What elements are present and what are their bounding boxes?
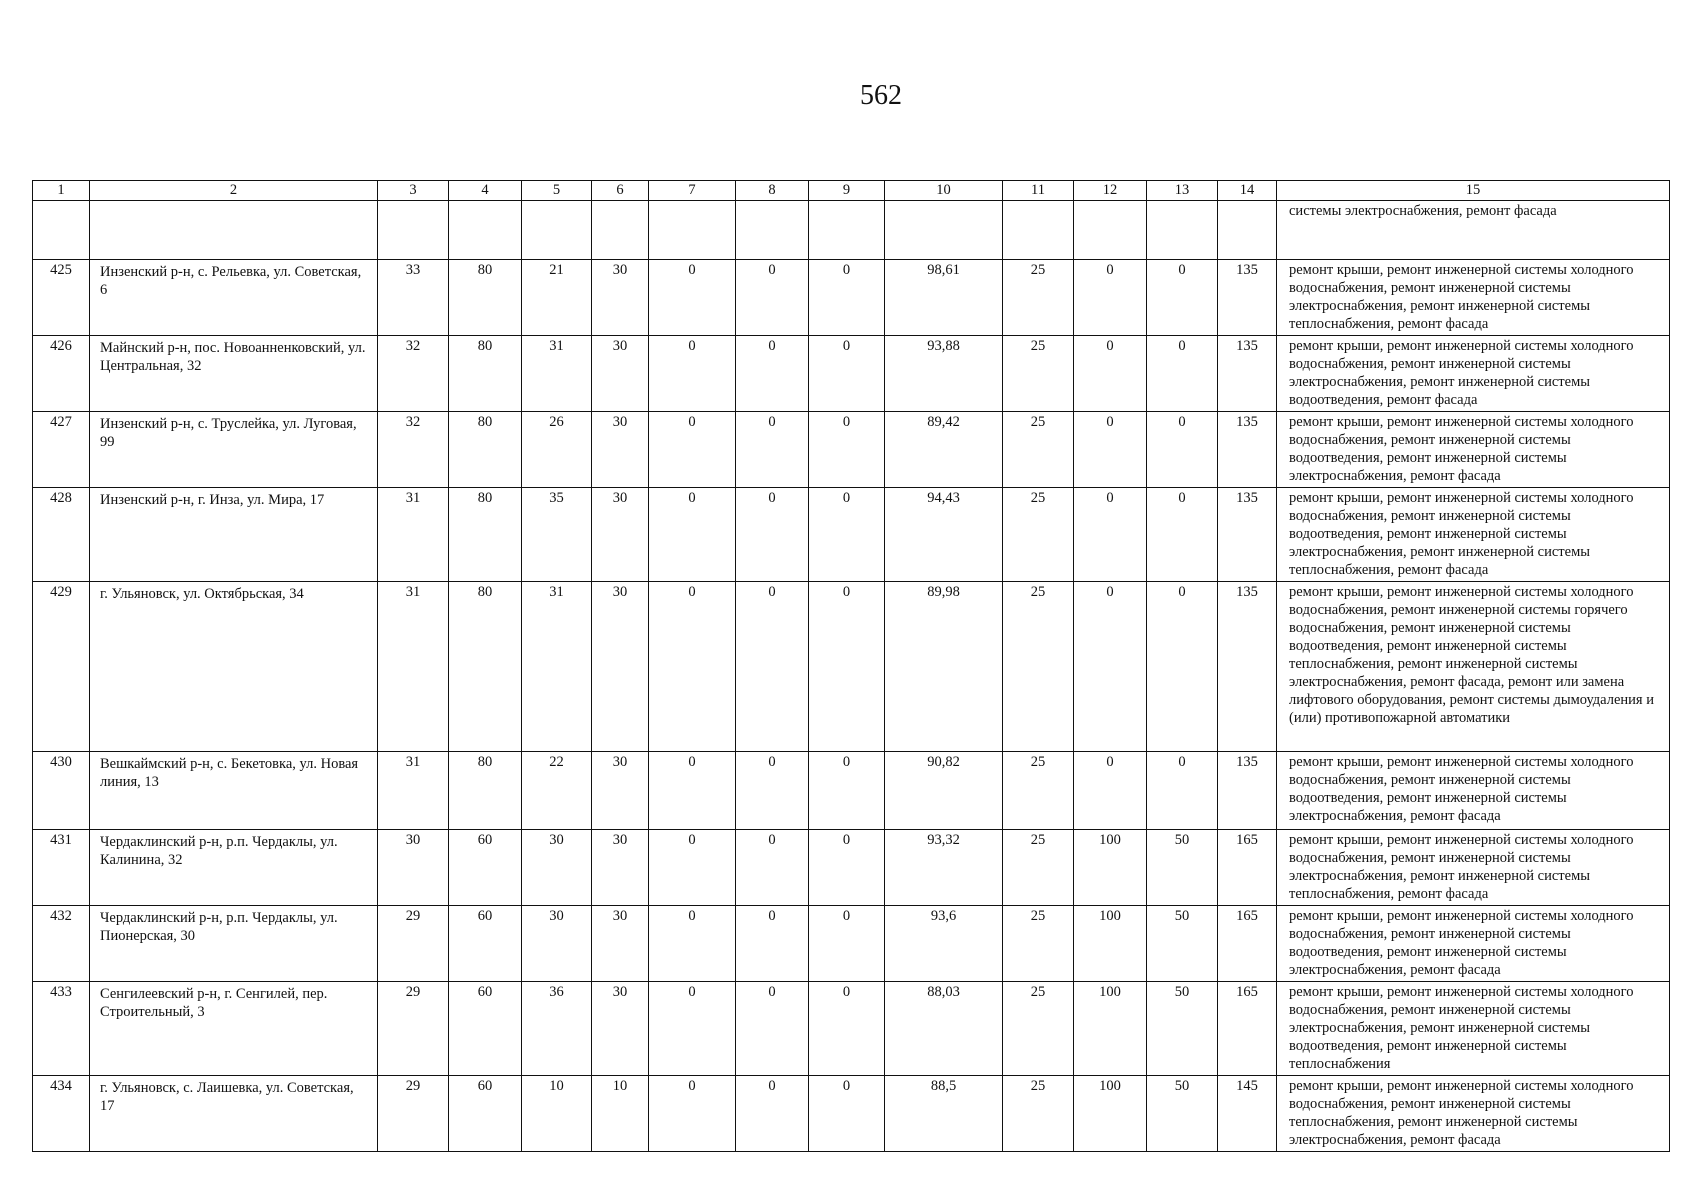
address-cell: Вешкаймский р-н, с. Бекетовка, ул. Новая линия, 13: [90, 752, 378, 830]
value-cell: 0: [649, 412, 736, 488]
value-cell: 30: [378, 830, 449, 906]
column-number-header: 11: [1003, 181, 1074, 201]
address-cell: Сенгилеевский р-н, г. Сенгилей, пер. Строительный, 3: [90, 982, 378, 1076]
value-cell: 93,32: [885, 830, 1003, 906]
value-cell: 30: [592, 488, 649, 582]
value-cell: 98,61: [885, 260, 1003, 336]
value-cell: 88,5: [885, 1076, 1003, 1152]
work-types-cell: ремонт крыши, ремонт инженерной системы холодного водоснабжения, ремонт инженерной системы водоотведения, ремонт инженерной системы электроснабжения, ремонт фасада: [1277, 412, 1670, 488]
value-cell: 0: [736, 1076, 809, 1152]
value-cell: 25: [1003, 830, 1074, 906]
value-cell: 10: [592, 1076, 649, 1152]
table-cell: [1003, 201, 1074, 260]
value-cell: 0: [649, 830, 736, 906]
value-cell: 165: [1218, 906, 1277, 982]
table-cell: [449, 201, 522, 260]
table-cell: [378, 201, 449, 260]
continued-row: [33, 201, 1670, 260]
repair-table: [32, 180, 1670, 1152]
value-cell: 30: [592, 752, 649, 830]
address-cell: Инзенский р-н, с. Рельевка, ул. Советская, 6: [90, 260, 378, 336]
value-cell: 10: [522, 1076, 592, 1152]
value-cell: 90,82: [885, 752, 1003, 830]
table-row: [33, 488, 1670, 582]
value-cell: 0: [1147, 336, 1218, 412]
value-cell: 60: [449, 1076, 522, 1152]
value-cell: 35: [522, 488, 592, 582]
value-cell: 25: [1003, 906, 1074, 982]
column-number-header: 15: [1277, 181, 1670, 201]
value-cell: 165: [1218, 830, 1277, 906]
address-cell: Чердаклинский р-н, р.п. Чердаклы, ул. Пионерская, 30: [90, 906, 378, 982]
value-cell: 88,03: [885, 982, 1003, 1076]
value-cell: 135: [1218, 488, 1277, 582]
table-cell: [90, 201, 378, 260]
value-cell: 89,98: [885, 582, 1003, 752]
column-number-header: 8: [736, 181, 809, 201]
table-cell: [736, 201, 809, 260]
table-row: [33, 582, 1670, 752]
table-cell: [522, 201, 592, 260]
row-number-cell: 428: [33, 488, 90, 582]
column-number-header: 9: [809, 181, 885, 201]
row-number-cell: 431: [33, 830, 90, 906]
value-cell: 33: [378, 260, 449, 336]
value-cell: 0: [809, 336, 885, 412]
value-cell: 0: [1147, 412, 1218, 488]
value-cell: 93,88: [885, 336, 1003, 412]
value-cell: 0: [649, 260, 736, 336]
value-cell: 0: [736, 982, 809, 1076]
address-cell: Инзенский р-н, с. Труслейка, ул. Луговая, 99: [90, 412, 378, 488]
value-cell: 80: [449, 752, 522, 830]
column-number-header: 13: [1147, 181, 1218, 201]
value-cell: 31: [378, 582, 449, 752]
value-cell: 135: [1218, 260, 1277, 336]
row-number-cell: 433: [33, 982, 90, 1076]
address-cell: Майнский р-н, пос. Новоанненковский, ул. Центральная, 32: [90, 336, 378, 412]
value-cell: 30: [592, 906, 649, 982]
value-cell: 0: [736, 830, 809, 906]
value-cell: 0: [649, 752, 736, 830]
work-types-cell: ремонт крыши, ремонт инженерной системы холодного водоснабжения, ремонт инженерной системы водоотведения, ремонт инженерной системы электроснабжения, ремонт инженерной системы теплоснабжения, ремонт фасада: [1277, 488, 1670, 582]
value-cell: 60: [449, 982, 522, 1076]
value-cell: 31: [522, 336, 592, 412]
value-cell: 135: [1218, 336, 1277, 412]
value-cell: 0: [736, 906, 809, 982]
address-cell: г. Ульяновск, ул. Октябрьская, 34: [90, 582, 378, 752]
value-cell: 29: [378, 906, 449, 982]
column-number-header: 3: [378, 181, 449, 201]
value-cell: 135: [1218, 582, 1277, 752]
row-number-cell: 426: [33, 336, 90, 412]
table-cell: [1147, 201, 1218, 260]
value-cell: 0: [809, 488, 885, 582]
value-cell: 30: [592, 412, 649, 488]
value-cell: 0: [1074, 260, 1147, 336]
table-body: [33, 181, 1670, 1152]
table-row: [33, 260, 1670, 336]
work-types-cell: ремонт крыши, ремонт инженерной системы холодного водоснабжения, ремонт инженерной системы теплоснабжения, ремонт инженерной системы электроснабжения, ремонт фасада: [1277, 1076, 1670, 1152]
work-types-cell: ремонт крыши, ремонт инженерной системы холодного водоснабжения, ремонт инженерной системы водоотведения, ремонт инженерной системы электроснабжения, ремонт фасада: [1277, 752, 1670, 830]
column-number-header: 12: [1074, 181, 1147, 201]
address-cell: г. Ульяновск, с. Лаишевка, ул. Советская, 17: [90, 1076, 378, 1152]
value-cell: 0: [649, 906, 736, 982]
continued-work-text: системы электроснабжения, ремонт фасада: [1277, 201, 1670, 260]
value-cell: 25: [1003, 752, 1074, 830]
work-types-cell: ремонт крыши, ремонт инженерной системы холодного водоснабжения, ремонт инженерной системы электроснабжения, ремонт инженерной системы водоотведения, ремонт фасада: [1277, 336, 1670, 412]
value-cell: 30: [522, 830, 592, 906]
table-row: [33, 982, 1670, 1076]
value-cell: 25: [1003, 982, 1074, 1076]
value-cell: 0: [736, 260, 809, 336]
column-number-header: 14: [1218, 181, 1277, 201]
work-types-cell: ремонт крыши, ремонт инженерной системы холодного водоснабжения, ремонт инженерной системы электроснабжения, ремонт инженерной системы теплоснабжения, ремонт фасада: [1277, 260, 1670, 336]
row-number-cell: 427: [33, 412, 90, 488]
value-cell: 30: [592, 336, 649, 412]
value-cell: 100: [1074, 1076, 1147, 1152]
value-cell: 0: [1074, 582, 1147, 752]
value-cell: 0: [809, 906, 885, 982]
row-number-cell: 432: [33, 906, 90, 982]
value-cell: 50: [1147, 1076, 1218, 1152]
value-cell: 0: [649, 582, 736, 752]
value-cell: 0: [809, 412, 885, 488]
value-cell: 165: [1218, 982, 1277, 1076]
value-cell: 30: [592, 582, 649, 752]
value-cell: 25: [1003, 412, 1074, 488]
value-cell: 145: [1218, 1076, 1277, 1152]
value-cell: 29: [378, 1076, 449, 1152]
table-cell: [649, 201, 736, 260]
work-types-cell: ремонт крыши, ремонт инженерной системы холодного водоснабжения, ремонт инженерной системы электроснабжения, ремонт инженерной системы водоотведения, ремонт инженерной системы теплоснабжения: [1277, 982, 1670, 1076]
value-cell: 25: [1003, 582, 1074, 752]
row-number-cell: 430: [33, 752, 90, 830]
column-number-header: 6: [592, 181, 649, 201]
table-row: [33, 412, 1670, 488]
work-types-cell: ремонт крыши, ремонт инженерной системы холодного водоснабжения, ремонт инженерной системы водоотведения, ремонт инженерной системы электроснабжения, ремонт фасада: [1277, 906, 1670, 982]
value-cell: 50: [1147, 982, 1218, 1076]
value-cell: 21: [522, 260, 592, 336]
table-cell: [1218, 201, 1277, 260]
value-cell: 0: [736, 488, 809, 582]
value-cell: 100: [1074, 982, 1147, 1076]
value-cell: 31: [522, 582, 592, 752]
address-cell: Инзенский р-н, г. Инза, ул. Мира, 17: [90, 488, 378, 582]
table-cell: [809, 201, 885, 260]
value-cell: 0: [1147, 260, 1218, 336]
work-types-cell: ремонт крыши, ремонт инженерной системы холодного водоснабжения, ремонт инженерной системы горячего водоснабжения, ремонт инженерной системы водоотведения, ремонт инженерной системы теплоснабжения, ремонт инженерной системы электроснабжения, ремонт фасада, ремонт или замена лифтового оборудования, ремонт системы дымоудаления и (или) противопожарной автоматики: [1277, 582, 1670, 752]
value-cell: 32: [378, 336, 449, 412]
table-row: [33, 906, 1670, 982]
value-cell: 60: [449, 830, 522, 906]
value-cell: 36: [522, 982, 592, 1076]
repair-table-container: [32, 180, 1669, 1152]
row-number-cell: 425: [33, 260, 90, 336]
value-cell: 80: [449, 582, 522, 752]
value-cell: 93,6: [885, 906, 1003, 982]
value-cell: 135: [1218, 412, 1277, 488]
table-cell: [33, 201, 90, 260]
row-number-cell: 429: [33, 582, 90, 752]
value-cell: 30: [592, 982, 649, 1076]
value-cell: 0: [649, 982, 736, 1076]
value-cell: 0: [1147, 582, 1218, 752]
value-cell: 31: [378, 752, 449, 830]
value-cell: 0: [809, 1076, 885, 1152]
value-cell: 25: [1003, 488, 1074, 582]
value-cell: 100: [1074, 830, 1147, 906]
address-cell: Чердаклинский р-н, р.п. Чердаклы, ул. Калинина, 32: [90, 830, 378, 906]
value-cell: 0: [1074, 488, 1147, 582]
value-cell: 31: [378, 488, 449, 582]
value-cell: 80: [449, 260, 522, 336]
value-cell: 0: [649, 336, 736, 412]
value-cell: 30: [522, 906, 592, 982]
value-cell: 0: [736, 336, 809, 412]
value-cell: 94,43: [885, 488, 1003, 582]
value-cell: 25: [1003, 260, 1074, 336]
column-number-row: [33, 181, 1670, 201]
value-cell: 135: [1218, 752, 1277, 830]
value-cell: 0: [809, 830, 885, 906]
value-cell: 22: [522, 752, 592, 830]
table-cell: [592, 201, 649, 260]
column-number-header: 10: [885, 181, 1003, 201]
row-number-cell: 434: [33, 1076, 90, 1152]
column-number-header: 5: [522, 181, 592, 201]
table-row: [33, 752, 1670, 830]
value-cell: 0: [736, 752, 809, 830]
column-number-header: 1: [33, 181, 90, 201]
value-cell: 26: [522, 412, 592, 488]
column-number-header: 4: [449, 181, 522, 201]
value-cell: 0: [1147, 752, 1218, 830]
table-row: [33, 830, 1670, 906]
value-cell: 30: [592, 260, 649, 336]
value-cell: 0: [1147, 488, 1218, 582]
value-cell: 0: [1074, 336, 1147, 412]
value-cell: 0: [736, 412, 809, 488]
value-cell: 80: [449, 488, 522, 582]
value-cell: 0: [649, 1076, 736, 1152]
work-types-cell: ремонт крыши, ремонт инженерной системы холодного водоснабжения, ремонт инженерной системы электроснабжения, ремонт инженерной системы теплоснабжения, ремонт фасада: [1277, 830, 1670, 906]
column-number-header: 7: [649, 181, 736, 201]
value-cell: 0: [736, 582, 809, 752]
value-cell: 100: [1074, 906, 1147, 982]
value-cell: 0: [1074, 752, 1147, 830]
page-number: 562: [860, 80, 902, 111]
value-cell: 0: [649, 488, 736, 582]
value-cell: 32: [378, 412, 449, 488]
value-cell: 0: [809, 260, 885, 336]
value-cell: 89,42: [885, 412, 1003, 488]
value-cell: 60: [449, 906, 522, 982]
column-number-header: 2: [90, 181, 378, 201]
value-cell: 0: [809, 752, 885, 830]
table-row: [33, 1076, 1670, 1152]
table-cell: [885, 201, 1003, 260]
value-cell: 50: [1147, 906, 1218, 982]
value-cell: 30: [592, 830, 649, 906]
value-cell: 50: [1147, 830, 1218, 906]
table-row: [33, 336, 1670, 412]
value-cell: 80: [449, 412, 522, 488]
value-cell: 0: [1074, 412, 1147, 488]
value-cell: 0: [809, 982, 885, 1076]
value-cell: 0: [809, 582, 885, 752]
value-cell: 80: [449, 336, 522, 412]
value-cell: 29: [378, 982, 449, 1076]
value-cell: 25: [1003, 1076, 1074, 1152]
value-cell: 25: [1003, 336, 1074, 412]
table-cell: [1074, 201, 1147, 260]
